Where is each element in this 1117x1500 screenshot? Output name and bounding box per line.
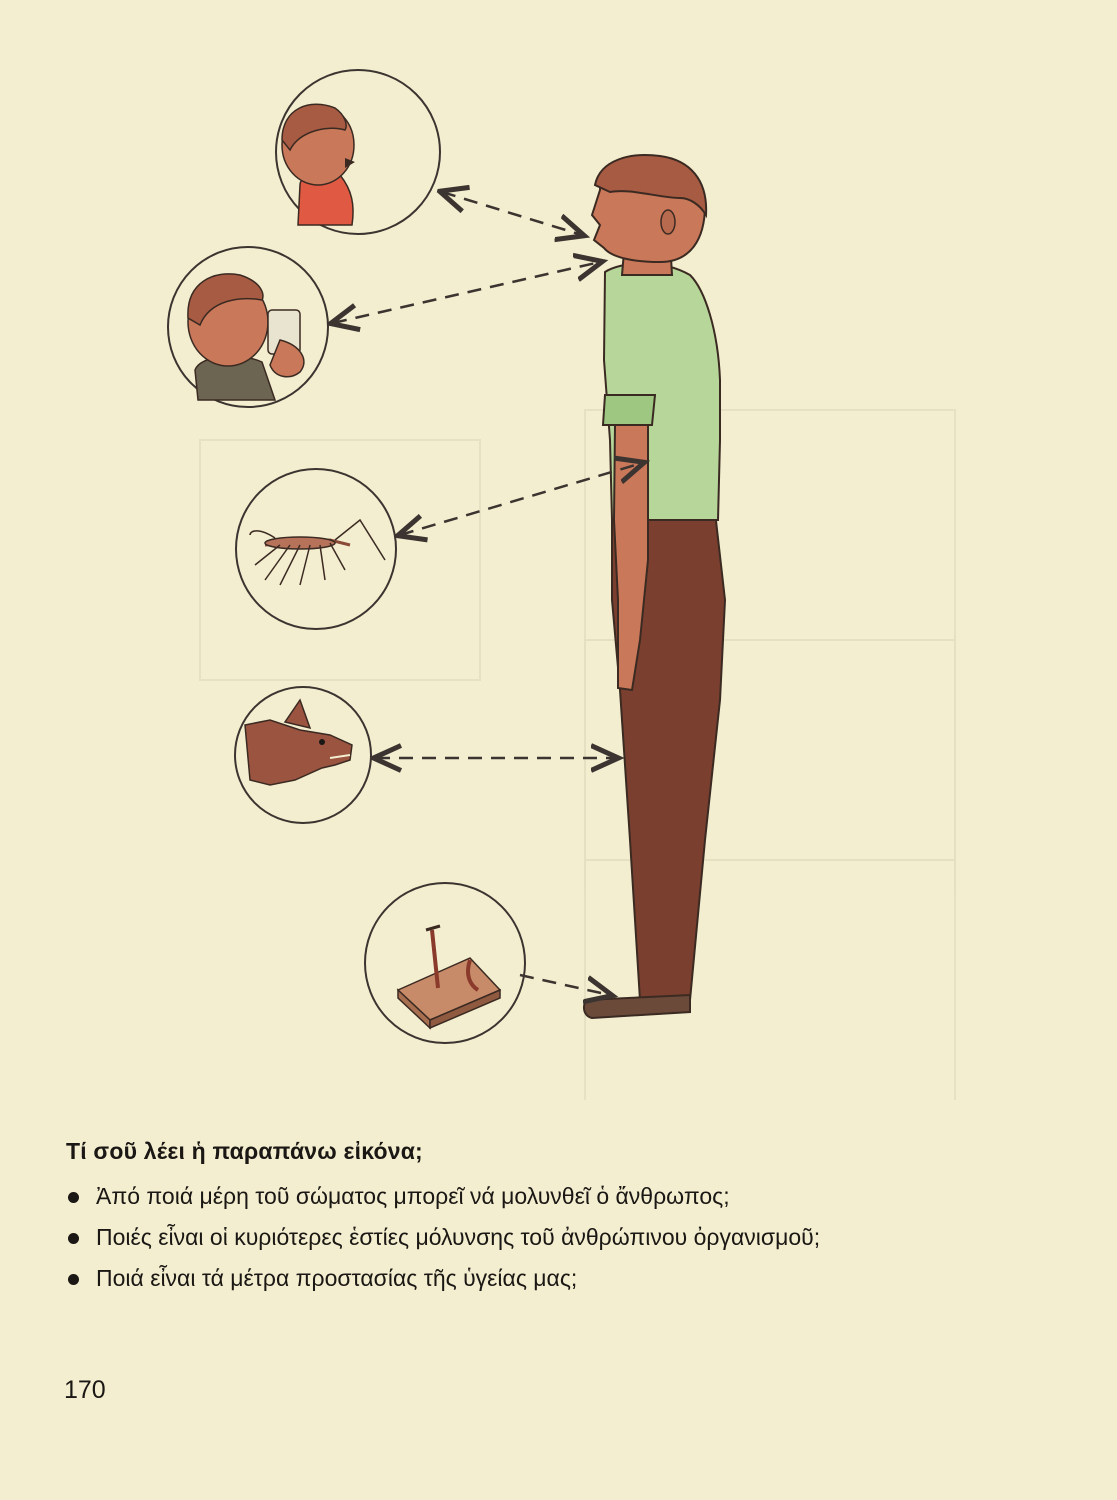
question-text: Ποιές εἶναι οἱ κυριότερες ἑστίες μόλυνσης τοῦ ἀνθρώπινου ὀργανισμοῦ; xyxy=(96,1224,821,1250)
list-item xyxy=(66,1220,1026,1255)
coughing-child-icon xyxy=(282,104,355,225)
question-text: Ἀπό ποιά μέρη τοῦ σώματος μπορεῖ νά μολυνθεῖ ὁ ἄνθρωπος; xyxy=(96,1183,730,1209)
question-list xyxy=(66,1179,1026,1296)
dog-inset xyxy=(235,687,371,823)
page-number: 170 xyxy=(64,1376,106,1404)
cough-inset xyxy=(276,70,440,234)
bullet-icon xyxy=(68,1192,79,1203)
caption-title: Τί σοῦ λέει ἡ παραπάνω εἰκόνα; xyxy=(66,1138,423,1164)
bullet-icon xyxy=(68,1274,79,1285)
list-item xyxy=(66,1179,1026,1214)
question-caption xyxy=(66,1138,1026,1302)
question-text: Ποιά εἶναι τά μέτρα προστασίας τῆς ὑγείας μας; xyxy=(96,1265,578,1291)
mosquito-inset xyxy=(236,469,396,629)
bullet-icon xyxy=(68,1233,79,1244)
drinking-inset xyxy=(168,247,328,407)
nail-inset xyxy=(365,883,525,1043)
list-item xyxy=(66,1261,1026,1296)
standing-man-icon xyxy=(584,155,725,1018)
